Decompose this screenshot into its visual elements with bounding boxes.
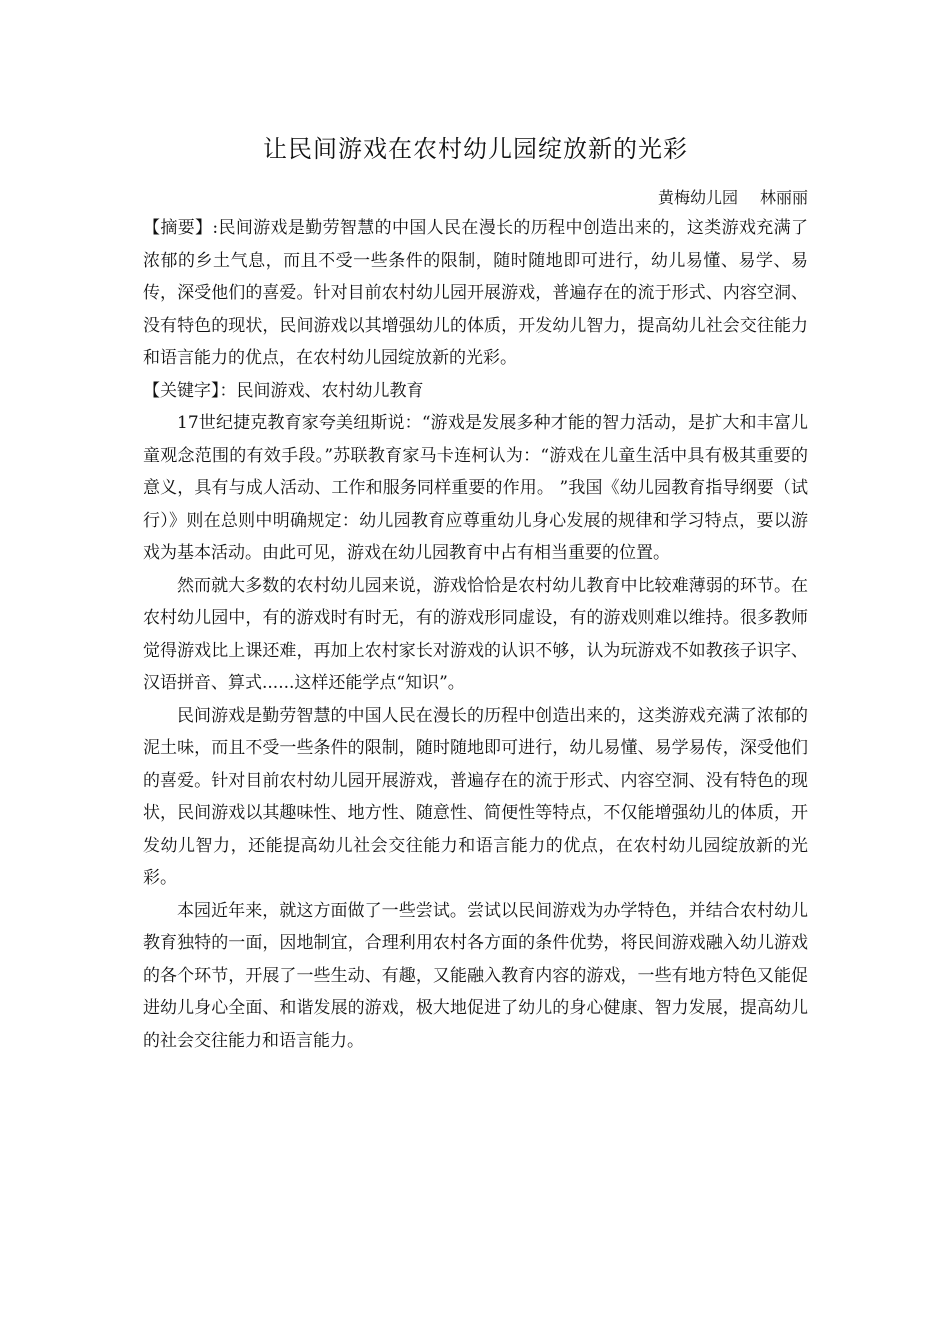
- author-name: 林丽丽: [759, 188, 808, 207]
- keywords-label: 【关键字】: [143, 380, 220, 401]
- abstract: [143, 212, 808, 375]
- author-organization: 黄梅幼儿园: [657, 188, 738, 207]
- body-paragraph-4: 本园近年来，就这方面做了一些尝试。尝试以民间游戏为办学特色，并结合农村幼儿教育独特的一面，因地制宜，合理利用农村各方面的条件优势，将民间游戏融入幼儿游戏的各个环节，开展了一些生动、有趣，又能融入教育内容的游戏，一些有地方特色又能促进幼儿身心全面、和谐发展的游戏，极大地促进了幼儿的身心健康、智力发展，提高幼儿的社会交往能力和语言能力。: [143, 900, 808, 1051]
- body-paragraph-1: 17世纪捷克教育家夸美纽斯说：“游戏是发展多种才能的智力活动，是扩大和丰富儿童观念范围的有效手段。”苏联教育家马卡连柯认为：“游戏在儿童生活中具有极其重要的意义，具有与成人活动、工作和服务同样重要的作用。 ”我国《幼儿园教育指导纲要（试行）》则在总则中明确规定：幼儿园教育应尊重幼儿身心发展的规律和学习特点，要以游戏为基本活动。由此可见，游戏在幼儿园教育中占有相当重要的位置。: [143, 413, 808, 563]
- document-title: 让民间游戏在农村幼儿园绽放新的光彩: [263, 135, 688, 163]
- body-paragraph-3: 民间游戏是勤劳智慧的中国人民在漫长的历程中创造出来的，这类游戏充满了浓郁的泥土味，而且不受一些条件的限制，随时随地即可进行，幼儿易懂、易学易传，深受他们的喜爱。针对目前农村幼儿园开展游戏，普遍存在的流于形式、内容空洞、没有特色的现状，民间游戏以其趣味性、地方性、随意性、简便性等特点，不仅能增强幼儿的体质，开发幼儿智力，还能提高幼儿社会交往能力和语言能力的优点，在农村幼儿园绽放新的光彩。: [143, 705, 808, 888]
- abstract-label: 【摘要】: [143, 218, 213, 238]
- document-page: [143, 126, 808, 1057]
- author-line: [143, 184, 808, 212]
- abstract-text: :民间游戏是勤劳智慧的中国人民在漫长的历程中创造出来的，这类游戏充满了浓郁的乡土气息，而且不受一些条件的限制，随时随地即可进行，幼儿易懂、易学、易传，深受他们的喜爱。针对目前农村幼儿园开展游戏，普遍存在的流于形式、内容空洞、没有特色的现状，民间游戏以其增强幼儿的体质，开发幼儿智力，提高幼儿社会交往能力和语言能力的优点，在农村幼儿园绽放新的光彩。: [143, 218, 809, 368]
- keywords: [143, 375, 808, 408]
- body-paragraph-2: 然而就大多数的农村幼儿园来说，游戏恰恰是农村幼儿教育中比较难薄弱的环节。在农村幼儿园中，有的游戏时有时无，有的游戏形同虚设，有的游戏则难以维持。很多教师觉得游戏比上课还难，再加上农村家长对游戏的认识不够，认为玩游戏不如教孩子识字、汉语拼音、算式......这样还能学点“知识”。: [143, 575, 808, 693]
- keywords-text: ：民间游戏、农村幼儿教育: [219, 380, 424, 401]
